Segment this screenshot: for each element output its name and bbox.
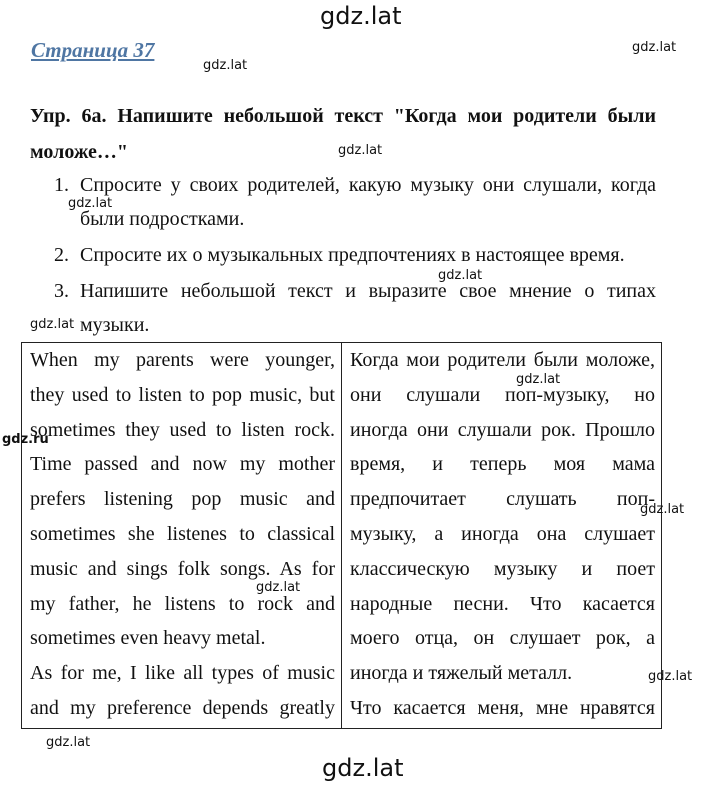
page-title[interactable]: Страница 37: [31, 38, 155, 62]
english-line: music and sings folk songs. As for: [30, 557, 335, 580]
step-text: Напишите небольшой текст и выразите свое мнение о типах музыки.: [80, 280, 656, 336]
translation-table: [21, 342, 662, 729]
list-item: [54, 168, 656, 236]
watermark-gdz-ru: gdz.ru: [2, 432, 49, 447]
russian-line: иногда и тяжелый металл.: [350, 662, 573, 685]
russian-line: народные песни. Что касается: [350, 592, 655, 615]
english-line: sometimes even heavy metal.: [30, 627, 266, 650]
russian-column: [342, 343, 661, 728]
watermark: gdz.lat: [30, 317, 75, 332]
russian-line: моего отца, он слушает рок, а: [350, 627, 655, 650]
watermark: gdz.lat: [203, 58, 248, 73]
russian-line: Когда мои родители были моложе,: [350, 349, 655, 371]
list-item: [54, 238, 656, 272]
russian-line: предпочитает слушать поп-: [350, 488, 655, 511]
step-text: Спросите их о музыкальных предпочтениях в настоящее время.: [80, 244, 625, 266]
steps-list: [54, 168, 656, 344]
watermark-top: gdz.lat: [320, 2, 402, 30]
russian-line: классическую музыку и поет: [350, 557, 655, 580]
step-number: 3.: [54, 280, 69, 302]
english-line: they used to listen to pop music, but: [30, 383, 335, 406]
watermark: gdz.lat: [338, 143, 383, 158]
watermark: gdz.lat: [648, 669, 693, 684]
english-line: As for me, I like all types of music: [30, 662, 335, 685]
english-line: and my preference depends greatly: [30, 696, 335, 719]
watermark: gdz.lat: [640, 502, 685, 517]
russian-line: музыку, а иногда она слушает: [350, 522, 655, 545]
list-item: [54, 274, 656, 342]
step-number: 1.: [54, 174, 69, 196]
watermark: gdz.lat: [438, 268, 483, 283]
step-text: Спросите у своих родителей, какую музыку они слушали, когда были подростками.: [80, 174, 656, 230]
english-line: Time passed and now my mother: [30, 453, 335, 476]
english-column: [22, 343, 342, 728]
russian-line: время, и теперь моя мама: [350, 453, 655, 476]
russian-line: они слушали поп-музыку, но: [350, 383, 655, 406]
watermark: gdz.lat: [632, 40, 677, 55]
watermark: gdz.lat: [46, 735, 91, 750]
watermark: gdz.lat: [516, 372, 561, 387]
english-line: my father, he listens to rock and: [30, 592, 335, 615]
english-line: When my parents were younger,: [30, 349, 335, 371]
russian-line: иногда они слушали рок. Прошло: [350, 418, 655, 441]
step-number: 2.: [54, 244, 69, 266]
russian-line: Что касается меня, мне нравятся: [350, 696, 655, 719]
english-line: prefers listening pop music and: [30, 488, 335, 511]
watermark: gdz.lat: [256, 580, 301, 595]
english-line: sometimes they used to listen rock.: [30, 418, 335, 441]
watermark-bottom: gdz.lat: [322, 754, 404, 782]
watermark: gdz.lat: [68, 196, 113, 211]
english-line: sometimes she listenes to classical: [30, 522, 335, 545]
exercise-heading: Упр. 6а. Напишите небольшой текст "Когда мои родители были моложе…": [30, 105, 656, 163]
